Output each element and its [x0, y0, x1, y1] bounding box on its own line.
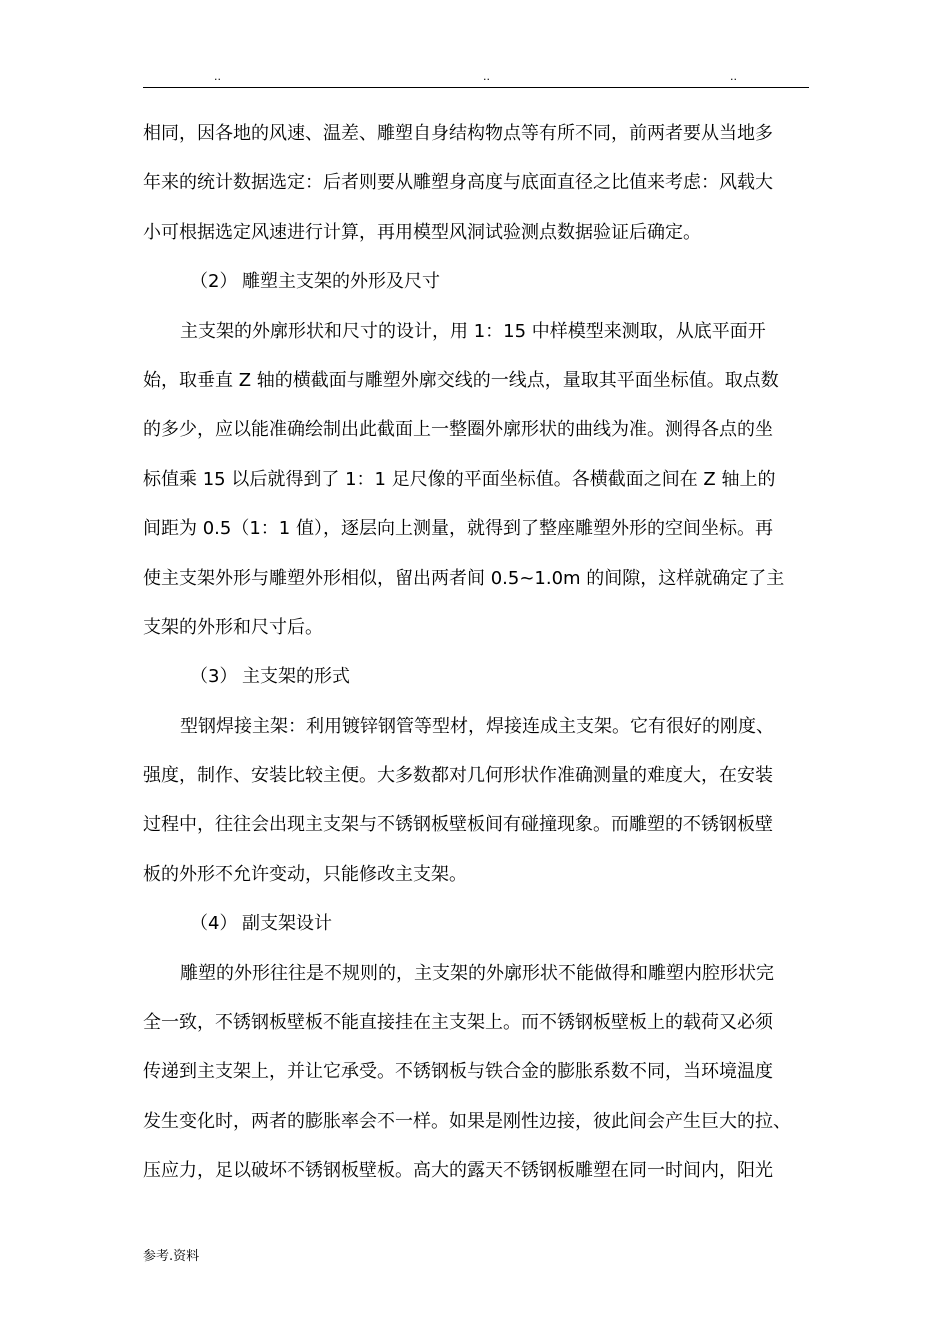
- section-title: 主支架的形式: [242, 666, 350, 688]
- text-line: [143, 998, 809, 1047]
- text-line: [143, 1047, 809, 1096]
- header-mark-left: ..: [214, 70, 221, 83]
- line-text: 使主支架外形与雕塑外形相似，留出两者间 0.5~1.0m 的间隙，这样就确定了主: [143, 567, 785, 589]
- text-line: [143, 1097, 809, 1146]
- page-footer: 参考.资料: [143, 1249, 200, 1264]
- text-line: [143, 949, 809, 998]
- header-rule: [143, 87, 809, 88]
- section-title: 副支架设计: [242, 913, 332, 935]
- line-text: 支架的外形和尺寸后。: [143, 616, 323, 638]
- section-heading: [143, 899, 809, 948]
- section-number: （4）: [190, 913, 238, 935]
- line-text: 型钢焊接主架：利用镀锌钢管等型材，焊接连成主支架。它有很好的刚度、: [180, 715, 774, 737]
- line-text: 相同，因各地的风速、温差、雕塑自身结构物点等有所不同，前两者要从当地多: [143, 123, 773, 144]
- text-line: [143, 405, 809, 454]
- header-mark-right: ..: [730, 70, 737, 83]
- line-text: 强度，制作、安装比较主便。大多数都对几何形状作准确测量的难度大，在安装: [143, 765, 773, 787]
- line-text: 始，取垂直 Z 轴的横截面与雕塑外廓交线的一线点，量取其平面坐标值。取点数: [143, 369, 779, 391]
- page-header: [143, 70, 809, 88]
- text-line: [143, 356, 809, 405]
- section-number: （2）: [190, 271, 238, 293]
- text-line: [143, 307, 809, 356]
- section-number: （3）: [190, 666, 238, 688]
- line-text: 年来的统计数据选定：后者则要从雕塑身高度与底面直径之比值来考虑：风载大: [143, 172, 773, 194]
- line-text: 板的外形不允许变动，只能修改主支架。: [143, 863, 467, 885]
- text-line: [143, 554, 809, 603]
- text-line: [143, 455, 809, 504]
- section-heading: [143, 257, 809, 306]
- line-text: 主支架的外廓形状和尺寸的设计，用 1：15 中样模型来测取，从底平面开: [180, 320, 766, 342]
- text-line: [143, 702, 809, 751]
- text-line: [143, 504, 809, 553]
- line-text: 发生变化时，两者的膨胀率会不一样。如果是刚性边接，彼此间会产生巨大的拉、: [143, 1110, 791, 1132]
- body-text: [143, 109, 809, 1196]
- section-heading: [143, 652, 809, 701]
- line-text: 压应力，足以破坏不锈钢板壁板。高大的露天不锈钢板雕塑在同一时间内，阳光: [143, 1160, 773, 1182]
- line-text: 全一致，不锈钢板壁板不能直接挂在主支架上。而不锈钢板壁板上的载荷又必须: [143, 1012, 773, 1034]
- section-title: 雕塑主支架的外形及尺寸: [242, 271, 440, 293]
- line-text: 间距为 0.5（1：1 值），逐层向上测量，就得到了整座雕塑外形的空间坐标。再: [143, 518, 773, 540]
- line-text: 过程中，往往会出现主支架与不锈钢板壁板间有碰撞现象。而雕塑的不锈钢板壁: [143, 814, 773, 836]
- text-line: [143, 800, 809, 849]
- line-text: 的多少，应以能准确绘制出此截面上一整圈外廓形状的曲线为准。测得各点的坐: [143, 419, 773, 441]
- header-mark-center: ..: [483, 70, 490, 83]
- text-line: [143, 603, 809, 652]
- line-text: 小可根据选定风速进行计算，再用模型风洞试验测点数据验证后确定。: [143, 221, 701, 243]
- text-line: [143, 850, 809, 899]
- line-text: 传递到主支架上，并让它承受。不锈钢板与铁合金的膨胀系数不同，当环境温度: [143, 1061, 773, 1083]
- line-text: 标值乘 15 以后就得到了 1：1 足尺像的平面坐标值。各横截面之间在 Z 轴上的: [143, 468, 776, 490]
- text-line: [143, 208, 809, 257]
- text-line: [143, 1146, 809, 1195]
- text-line: [143, 109, 809, 158]
- line-text: 雕塑的外形往往是不规则的，主支架的外廓形状不能做得和雕塑内腔形状完: [180, 962, 774, 984]
- text-line: [143, 158, 809, 207]
- text-line: [143, 751, 809, 800]
